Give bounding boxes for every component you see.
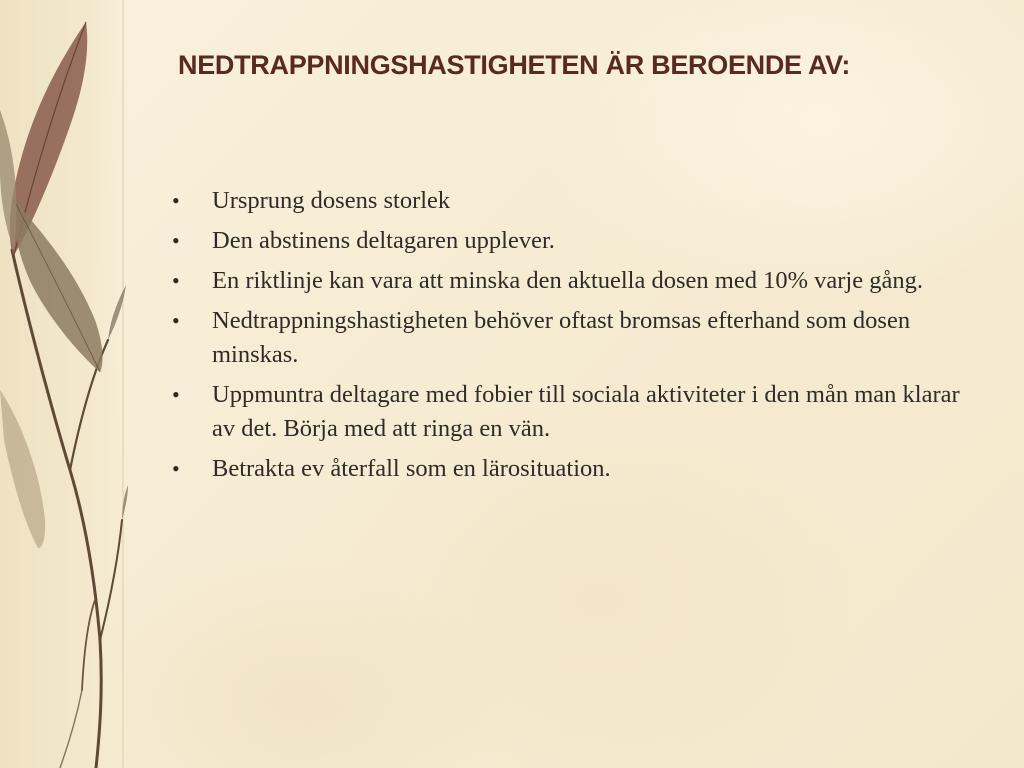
list-item xyxy=(172,304,972,372)
bullet-icon: • xyxy=(172,308,180,333)
bullet-icon: • xyxy=(172,228,180,253)
bullet-icon: • xyxy=(172,188,180,213)
list-item xyxy=(172,184,972,218)
bullet-text: Betrakta ev återfall som en lärosituation. xyxy=(212,455,611,482)
bullet-text: Den abstinens deltagaren upplever. xyxy=(212,227,555,254)
slide-title: NEDTRAPPNINGSHASTIGHETEN ÄR BEROENDE AV: xyxy=(178,50,851,80)
dried-leaf-branch-icon xyxy=(0,0,130,768)
bullet-icon: • xyxy=(172,382,180,407)
bullet-text: En riktlinje kan vara att minska den aktuella dosen med 10% varje gång. xyxy=(212,267,923,294)
list-item xyxy=(172,224,972,258)
bullet-text: Ursprung dosens storlek xyxy=(212,187,451,214)
bullet-icon: • xyxy=(172,456,180,481)
bullet-icon: • xyxy=(172,268,180,293)
list-item xyxy=(172,378,972,446)
bullet-text: Nedtrappningshastigheten behöver oftast bromsas efterhand som dosen minskas. xyxy=(212,307,911,368)
list-item xyxy=(172,452,972,486)
list-item xyxy=(172,264,972,298)
bullet-list xyxy=(172,184,972,492)
bullet-text: Uppmuntra deltagare med fobier till sociala aktiviteter i den mån man klarar av det. Börja med att ringa en vän. xyxy=(212,381,960,442)
